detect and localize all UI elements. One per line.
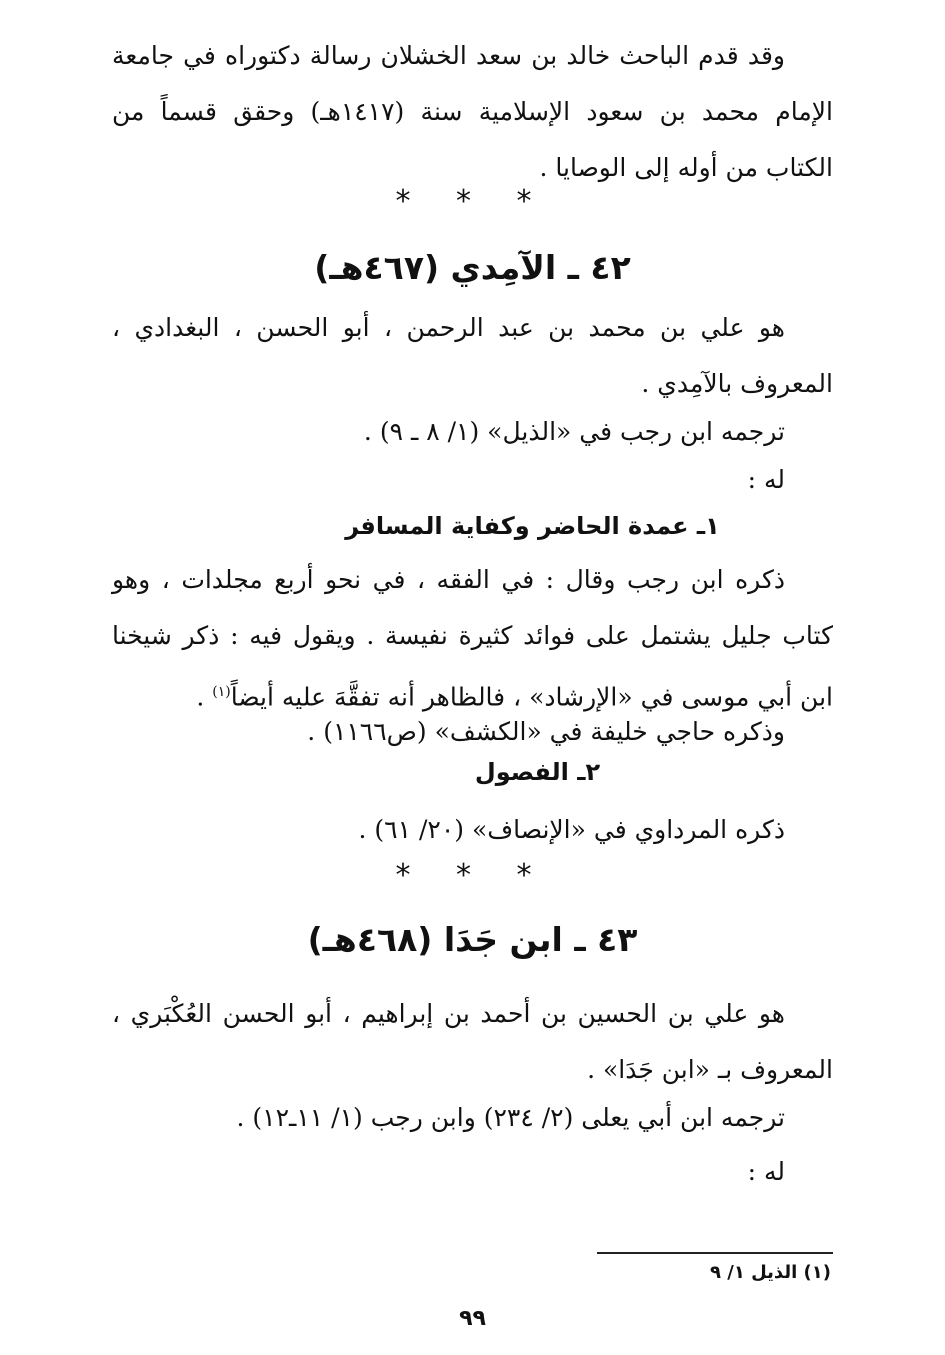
entry-42-works-intro: له : — [747, 465, 785, 494]
work-1-text — [112, 552, 833, 725]
work-1-text-main: ذكره ابن رجب وقال : في الفقه ، في نحو أربع مجلدات ، وهو كتاب جليل يشتمل على فوائد كثيرة نفيسة . ويقول فيه : ذكر شيخنا ابن أبي موسى في «الإرشاد» ، فالظاهر أنه تفقَّهَ عليه أيضاً — [112, 565, 833, 712]
entry-43-bio: هو علي بن الحسين بن أحمد بن إبراهيم ، أبو الحسن العُكْبَري ، المعروف بـ «ابن جَدَا» . — [112, 999, 833, 1084]
entry-43-heading: ٤٣ ـ ابن جَدَا (٤٦٨هـ) — [307, 920, 638, 959]
entry-43-works-intro: له : — [747, 1157, 785, 1186]
entry-42-translation: ترجمه ابن رجب في «الذيل» (١/ ٨ ـ ٩) . — [363, 417, 785, 446]
work-2-text: ذكره المرداوي في «الإنصاف» (٢٠/ ٦١) . — [358, 815, 785, 844]
work-1-note: وذكره حاجي خليفة في «الكشف» (ص١١٦٦) . — [307, 717, 785, 746]
page-number: ٩٩ — [459, 1306, 486, 1331]
footnote-text: (١) الذيل ١/ ٩ — [710, 1262, 831, 1283]
entry-42-heading: ٤٢ ـ الآمِدي (٤٦٧هـ) — [314, 248, 631, 287]
work-2-title: ٢ـ الفصول — [474, 758, 601, 786]
intro-paragraph: وقد قدم الباحث خالد بن سعد الخشلان رسالة دكتوراه في جامعة الإمام محمد بن سعود الإسلامية سنة (١٤١٧هـ) وحقق قسماً من الكتاب من أوله إلى الوصايا . — [112, 41, 833, 182]
work-1-text-end: . — [196, 682, 213, 712]
entry-43-translation: ترجمه ابن أبي يعلى (٢/ ٢٣٤) وابن رجب (١/ ١١ـ١٢) . — [236, 1103, 785, 1132]
entry-42-bio: هو علي بن محمد بن عبد الرحمن ، أبو الحسن ، البغدادي ، المعروف بالآمِدي . — [112, 313, 833, 398]
section-separator-2: * * * — [395, 858, 550, 893]
section-separator: * * * — [395, 184, 550, 219]
footnote-marker: (١) — [212, 684, 231, 700]
work-1-title: ١ـ عمدة الحاضر وكفاية المسافر — [345, 512, 720, 540]
footnote-rule — [597, 1252, 833, 1254]
